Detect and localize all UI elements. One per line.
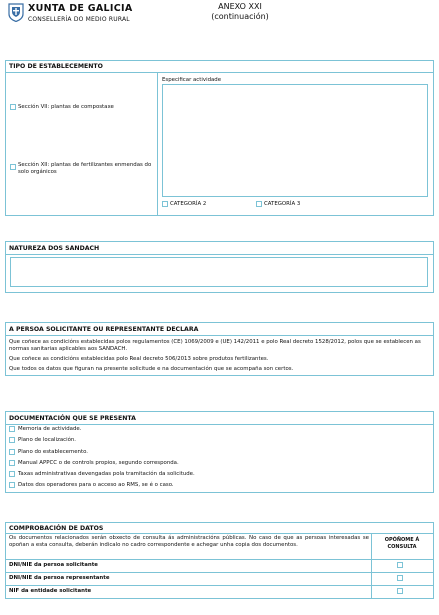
section-comprobacion-title: COMPROBACIÓN DE DATOS (9, 525, 104, 532)
declaration-3: Que todos os datos que figuran na presente solicitude e na documentación que se acompaña son certos. (9, 366, 294, 372)
section-documentacion-title: DOCUMENTACIÓN QUE SE PRESENTA (9, 415, 136, 422)
doc-checkbox[interactable] (9, 471, 15, 477)
natureza-input[interactable] (10, 257, 428, 287)
declaration-2: Que coñece as condicións establecidas polo Real decreto 506/2013 sobre produtos fertilizantes. (9, 356, 269, 362)
org-name: XUNTA DE GALICIA (28, 3, 133, 14)
xunta-logo (8, 3, 24, 22)
annex-title: ANEXO XXI (218, 2, 262, 11)
doc-item: Memoria de actividade. (18, 426, 82, 432)
label-categoria-3: CATEGORÍA 3 (264, 201, 301, 207)
comprobacion-row-label: DNI/NIE da persoa solicitante (9, 562, 98, 568)
doc-checkbox[interactable] (9, 426, 15, 432)
option-seccion-xii: Sección XII: plantas de fertilizantes enmendas do solo orgánicos (18, 162, 152, 175)
department-name: CONSELLERÍA DO MEDIO RURAL (28, 16, 130, 23)
activity-label: Especificar actividade (162, 77, 222, 83)
label-categoria-2: CATEGORÍA 2 (170, 201, 207, 207)
section-tipo-title: TIPO DE ESTABLECEMENTO (9, 63, 103, 70)
option-seccion-vii: Sección VII: plantas de compostaxe (18, 104, 114, 110)
checkbox-seccion-xii[interactable] (10, 164, 16, 170)
checkbox-categoria-3[interactable] (256, 201, 262, 207)
doc-item: Manual APPCC o de controls propios, segundo corresponda. (18, 460, 179, 466)
doc-item: Taxas administrativas devengadas pola tramitación da solicitude. (18, 471, 195, 477)
doc-item: Plano do establecemento. (18, 449, 88, 455)
oppose-checkbox[interactable] (397, 562, 403, 568)
declaration-1: Que coñece as condicións establecidas polos regulamentos (CE) 1069/2009 e (UE) 142/2011 e polo Real decreto 1528/2012, polos que se establecen as normas sanitarias aplicables aos SANDACH. (9, 339, 421, 352)
doc-checkbox[interactable] (9, 449, 15, 455)
doc-item: Plano de localización. (18, 437, 77, 443)
comprobacion-column-header: OPÓÑOME Á CONSULTA (384, 537, 420, 550)
comprobacion-intro: Os documentos relacionados serán obxecto de consulta ás administracións públicas. No caso de que as persoas interesadas se opoñan a esta consulta, deberán indicalo no cadro correspondente e achegar unha copia dos documentos. (9, 535, 369, 548)
checkbox-categoria-2[interactable] (162, 201, 168, 207)
comprobacion-row-label: NIF da entidade solicitante (9, 588, 92, 594)
checkbox-seccion-vii[interactable] (10, 104, 16, 110)
comprobacion-row-label: DNI/NIE da persoa representante (9, 575, 110, 581)
section-natureza-title: NATUREZA DOS SANDACH (9, 245, 100, 252)
doc-checkbox[interactable] (9, 460, 15, 466)
section-natureza-rule (5, 254, 434, 255)
doc-checkbox[interactable] (9, 437, 15, 443)
doc-item: Datos dos operadores para o acceso ao RMS, se é o caso. (18, 482, 174, 488)
comprobacion-row-rule (5, 559, 434, 560)
comprobacion-row-rule (5, 585, 434, 586)
section-documentacion-rule (5, 424, 434, 425)
doc-checkbox[interactable] (9, 482, 15, 488)
section-comprobacion-rule (5, 533, 434, 534)
comprobacion-column-divider (371, 533, 372, 599)
section-declara-title: A PERSOA SOLICITANTE OU REPRESENTANTE DECLARA (9, 326, 199, 333)
annex-continuation: (continuación) (211, 12, 269, 21)
oppose-checkbox[interactable] (397, 575, 403, 581)
oppose-checkbox[interactable] (397, 588, 403, 594)
section-tipo-divider (157, 72, 158, 216)
annex-heading (185, 2, 295, 22)
comprobacion-row-rule (5, 572, 434, 573)
section-declara-rule (5, 335, 434, 336)
section-tipo-rule (5, 72, 434, 73)
activity-textarea[interactable] (162, 84, 428, 197)
